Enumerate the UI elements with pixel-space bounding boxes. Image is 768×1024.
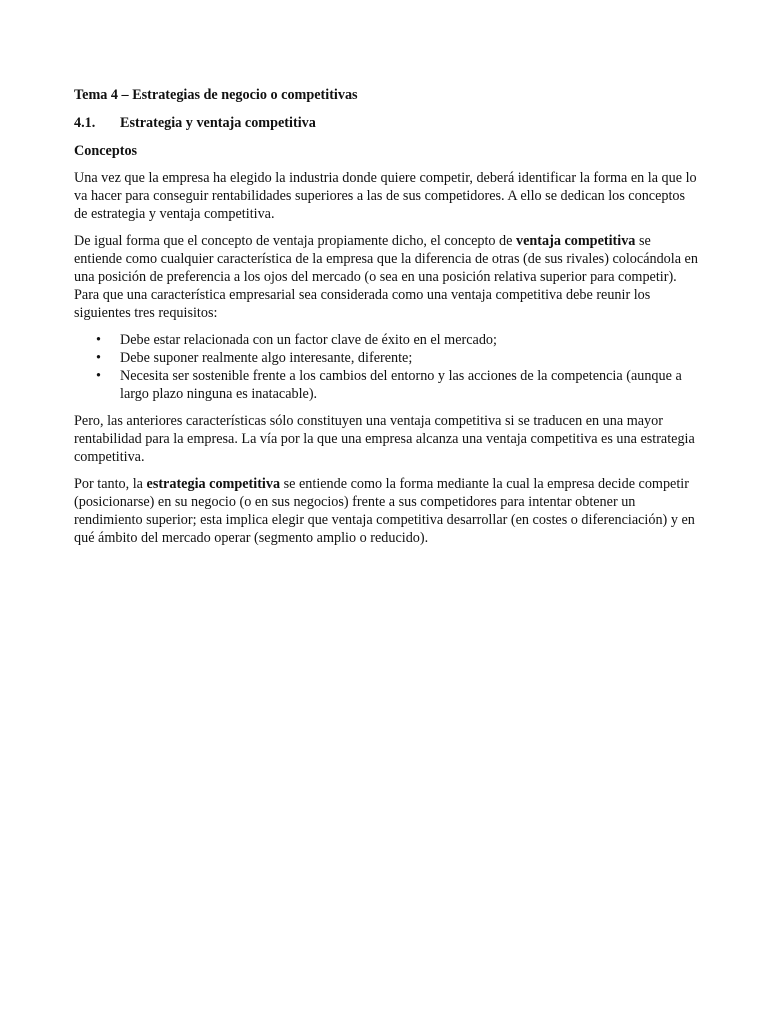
section-heading <box>74 114 698 132</box>
subheading-conceptos: Conceptos <box>74 143 138 159</box>
paragraph-4 <box>74 475 698 547</box>
section-title: Estrategia y ventaja competitiva <box>120 115 316 131</box>
document-title: Tema 4 – Estrategias de negocio o competitivas <box>74 87 358 103</box>
paragraph-1: Una vez que la empresa ha elegido la industria donde quiere competir, deberá identificar la forma en la que lo va hacer para conseguir rentabilidades superiores a las de sus competidores. A ello se dedican los conceptos de estrategia y ventaja competitiva. <box>74 170 697 222</box>
list-item <box>74 367 698 403</box>
bullet-icon: • <box>96 368 101 384</box>
paragraph-2-text-start: De igual forma que el concepto de ventaja propiamente dicho, el concepto de <box>74 233 516 249</box>
list-item-text: Debe suponer realmente algo interesante, diferente; <box>120 350 413 366</box>
list-item-text: Debe estar relacionada con un factor clave de éxito en el mercado; <box>120 332 497 348</box>
list-item-text: Necesita ser sostenible frente a los cambios del entorno y las acciones de la competencia (aunque a largo plazo ninguna es inatacable). <box>120 368 682 402</box>
term-ventaja-competitiva: ventaja competitiva <box>516 233 636 249</box>
bullet-icon: • <box>96 332 101 348</box>
paragraph-4-text-start: Por tanto, la <box>74 476 147 492</box>
list-item <box>74 331 698 349</box>
bullet-icon: • <box>96 350 101 366</box>
list-item <box>74 349 698 367</box>
paragraph-4-text-end: se entiende como la forma mediante la cual la empresa decide competir (posicionarse) en su negocio (o en sus negocios) frente a sus competidores para intentar obtener un rendimiento superior; esta implica elegir que ventaja competitiva desarrollar (en costes o diferenciación) y en qué ámbito del mercado operar (segmento amplio o reducido). <box>74 476 695 546</box>
paragraph-2 <box>74 232 698 322</box>
paragraph-2-text-end: se entiende como cualquier característica de la empresa que la diferencia de otras (de sus rivales) colocándola en una posición de preferencia a los ojos del mercado (o sea en una posición relativa superior para competir). Para que una característica empresarial sea considerada como una ventaja competitiva debe reunir los siguientes tres requisitos: <box>74 233 698 321</box>
requirements-list <box>74 331 698 403</box>
paragraph-3: Pero, las anteriores características sólo constituyen una ventaja competitiva si se traducen en una mayor rentabilidad para la empresa. La vía por la que una empresa alcanza una ventaja competitiva es una estrategia competitiva. <box>74 413 695 465</box>
section-number: 4.1. <box>74 115 96 131</box>
term-estrategia-competitiva: estrategia competitiva <box>146 476 281 492</box>
document-body <box>74 86 698 556</box>
